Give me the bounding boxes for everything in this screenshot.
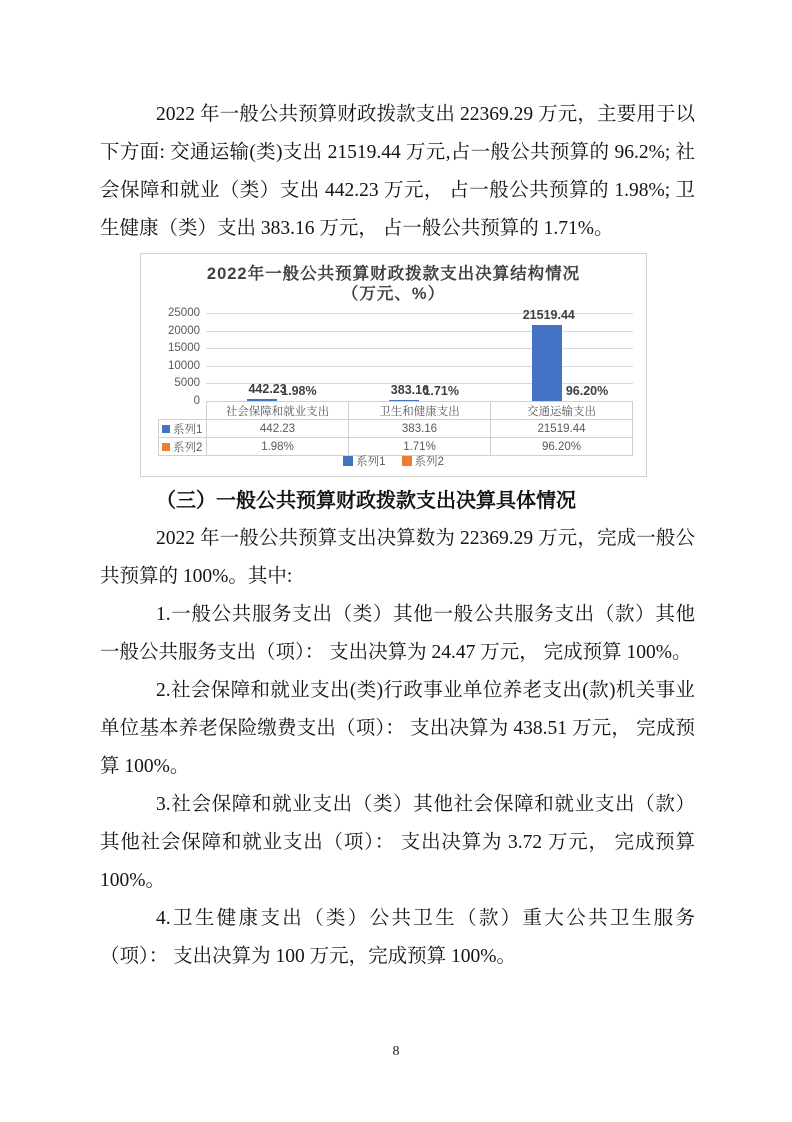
series2-swatch-icon xyxy=(162,443,170,451)
table-corner-cell xyxy=(159,402,207,420)
series1-swatch-icon xyxy=(343,456,353,466)
chart-legend xyxy=(141,453,646,469)
paragraph-item-1: 1.一般公共服务支出（类）其他一般公共服务支出（款）其他一般公共服务支出（项）： 支出决算为 24.47 万元， 完成预算 100%。 xyxy=(100,604,695,663)
paragraph-item-3: 3.社会保障和就业支出（类）其他社会保障和就业支出（款）其他社会保障和就业支出（项）： 支出决算为 3.72 万元， 完成预算 100%。 xyxy=(100,794,695,891)
paragraph-section-intro: 2022 年一般公共预算支出决算数为 22369.29 万元，完成一般公共预算的 100%。其中: xyxy=(100,528,695,587)
y-tick: 5000 xyxy=(174,377,200,390)
table-cell: 442.23 xyxy=(207,420,349,438)
chart-title-line1: 2022年一般公共预算财政拨款支出决算结构情况 xyxy=(206,265,581,283)
table-row-series1 xyxy=(159,420,633,438)
bar-series1 xyxy=(532,325,562,401)
chart-plot-area xyxy=(158,307,633,407)
y-axis xyxy=(158,307,206,407)
category-column-social-security xyxy=(206,313,348,401)
category-header: 社会保障和就业支出 xyxy=(207,402,349,420)
legend-label: 系列2 xyxy=(414,456,444,468)
bar-label-series1: 383.16 xyxy=(390,382,430,397)
paragraph-item-2: 2.社会保障和就业支出(类)行政事业单位养老支出(款)机关事业单位基本养老保险缴费支出（项）： 支出决算为 438.51 万元， 完成预算 100%。 xyxy=(100,680,695,777)
bar-label-series1: 442.23 xyxy=(248,382,287,397)
series1-name: 系列1 xyxy=(173,423,203,436)
y-tick: 15000 xyxy=(168,342,200,355)
y-tick: 10000 xyxy=(168,359,200,372)
series2-swatch-icon xyxy=(402,456,412,466)
chart-title-line2: （万元、%） xyxy=(341,285,446,303)
budget-structure-chart xyxy=(140,253,647,477)
bar-label-series1: 21519.44 xyxy=(522,308,575,323)
bar-label-series2: 1.71% xyxy=(423,384,459,398)
paragraph-overview: 2022 年一般公共预算财政拨款支出 22369.29 万元，主要用于以下方面: 交通运输(类)支出 21519.44 万元,占一般公共预算的 96.2%; 社会保障和就业（类）支出 442.23 万元， 占一般公共预算的 1.98%; 卫生健康（类）支出 383.16 万元， 占一般公共预算的 1.71%。 xyxy=(100,104,695,239)
section-heading: （三）一般公共预算财政拨款支出决算具体情况 xyxy=(156,490,576,512)
bar-label-series2: 1.98% xyxy=(281,384,317,398)
table-cell: 21519.44 xyxy=(491,420,633,438)
paragraph-item-4: 4.卫生健康支出（类）公共卫生（款）重大公共卫生服务（项）： 支出决算为 100 万元，完成预算 100%。 xyxy=(100,908,695,967)
table-cell: 1.71% xyxy=(349,438,491,456)
category-header: 交通运输支出 xyxy=(491,402,633,420)
table-header-row xyxy=(159,402,633,420)
y-tick: 20000 xyxy=(168,324,200,337)
table-cell: 1.98% xyxy=(207,438,349,456)
chart-title xyxy=(141,254,646,304)
y-tick: 25000 xyxy=(168,307,200,319)
legend-label: 系列1 xyxy=(356,456,386,468)
series2-name: 系列2 xyxy=(173,441,203,454)
page-number: 8 xyxy=(392,1044,400,1059)
chart-data-table xyxy=(158,401,633,456)
category-column-health xyxy=(348,313,490,401)
category-header: 卫生和健康支出 xyxy=(349,402,491,420)
bar-label-series2: 96.20% xyxy=(565,383,609,398)
legend-item-series1 xyxy=(343,453,385,469)
category-column-transport xyxy=(491,308,633,401)
legend-item-series2 xyxy=(402,453,444,469)
y-tick: 0 xyxy=(193,395,200,407)
table-cell: 96.20% xyxy=(491,438,633,456)
series1-row-header xyxy=(159,420,207,438)
table-cell: 383.16 xyxy=(349,420,491,438)
series1-swatch-icon xyxy=(162,425,170,433)
plot-grid xyxy=(206,308,633,401)
